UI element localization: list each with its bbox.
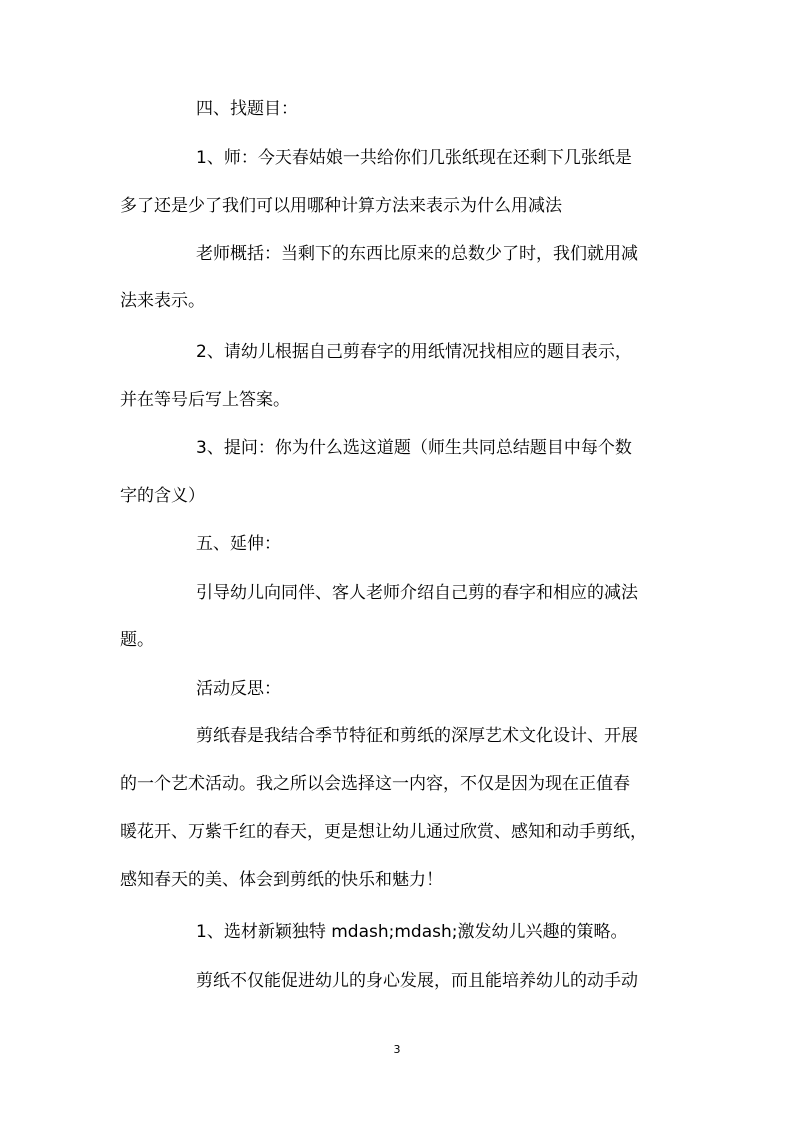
paragraph-line: 1、师：今天春姑娘一共给你们几张纸现在还剩下几张纸是 <box>196 148 632 168</box>
paragraph-line: 暖花开、万紫千红的春天，更是想让幼儿通过欣赏、感知和动手剪纸， <box>120 822 647 842</box>
section-heading-find-problem: 四、找题目： <box>196 99 298 119</box>
page-number: 3 <box>393 1043 401 1056</box>
paragraph-line: 字的含义） <box>120 486 205 506</box>
paragraph-line: 感知春天的美、体会到剪纸的快乐和魅力！ <box>120 870 443 890</box>
paragraph-line: 剪纸不仅能促进幼儿的身心发展，而且能培养幼儿的动手动 <box>196 971 638 991</box>
paragraph-line: 引导幼儿向同伴、客人老师介绍自己剪的春字和相应的减法 <box>196 583 638 603</box>
paragraph-line: 3、提问：你为什么选这道题（师生共同总结题目中每个数 <box>196 438 632 458</box>
paragraph-line: 题。 <box>120 630 154 650</box>
paragraph-line: 的一个艺术活动。我之所以会选择这一内容，不仅是因为现在正值春 <box>120 774 630 794</box>
section-heading-reflection: 活动反思： <box>196 679 281 699</box>
section-heading-extension: 五、延伸： <box>196 534 281 554</box>
paragraph-line: 1、选材新颖独特 mdash;mdash;激发幼儿兴趣的策略。 <box>196 922 628 942</box>
paragraph-line: 多了还是少了我们可以用哪种计算方法来表示为什么用减法 <box>120 196 562 216</box>
paragraph-line: 老师概括：当剩下的东西比原来的总数少了时，我们就用减 <box>196 244 638 264</box>
paragraph-line: 法来表示。 <box>120 291 205 311</box>
paragraph-line: 并在等号后写上答案。 <box>120 390 290 410</box>
paragraph-line: 2、请幼儿根据自己剪春字的用纸情况找相应的题目表示， <box>196 342 632 362</box>
paragraph-line: 剪纸春是我结合季节特征和剪纸的深厚艺术文化设计、开展 <box>196 726 638 746</box>
